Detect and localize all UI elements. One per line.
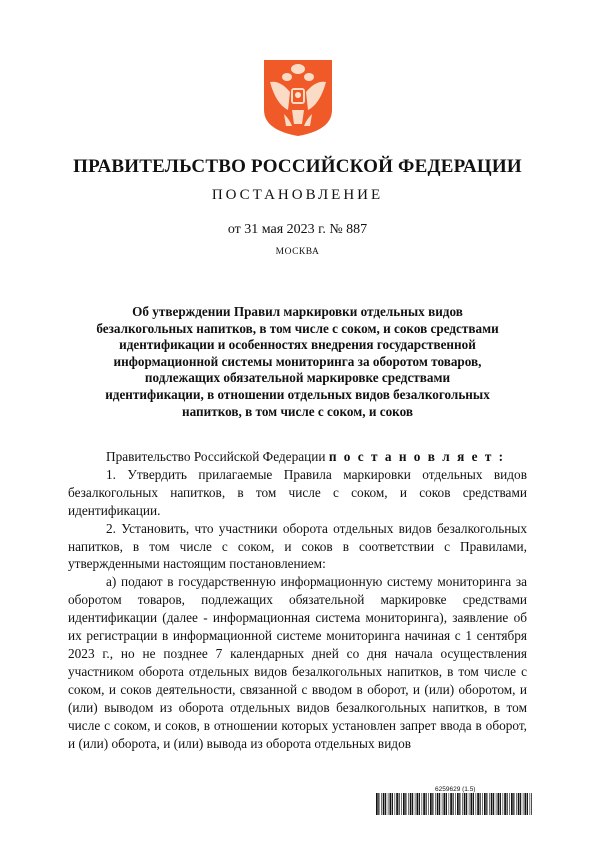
paragraph-2a: а) подают в государственную информационную систему мониторинга за оборотом товаров, подлежащих обязательной маркировке средствами идентификации (далее - информационная система мониторинга), заявление об их регистрации в информационной системе мониторинга начиная с 1 сентября 2023 г., но не позднее 7 календарных дней со дня начала осуществления участником оборота отдельных видов безалкогольных напитков, в том числе с соком, и соков деятельности, связанной с вводом в оборот, и (или) оборотом, и (или) выводом из оборота отдельных видов безалкогольных напитков, в том числе с соком, и соков, в отношении которых установлен запрет ввода в оборот, и (или) оборота, и (или) вывода из оборота отдельных видов [68,574,527,751]
intro-paragraph [68,448,527,466]
intro-lead: Правительство Российской Федерации [106,449,329,464]
barcode-icon [376,793,532,815]
city-name: МОСКВА [275,247,320,257]
government-title: ПРАВИТЕЛЬСТВО РОССИЙСКОЙ ФЕДЕРАЦИИ [73,156,522,177]
intro-decree-word: п о с т а н о в л я е т : [328,449,506,464]
document-title: Об утверждении Правил маркировки отдельных видов безалкогольных напитков, в том числе с соком, и соков средствами идентификации и особенностях внедрения государственной информационной системы мониторинга за оборотом товаров, подлежащих обязательной маркировке средствами идентификации, в отношении отдельных видов безалкогольных напитков, в том числе с соком, и соков [96,304,499,419]
decree-body [68,448,527,752]
barcode-number: 6259629 (1.5) [435,786,476,793]
paragraph-1: 1. Утвердить прилагаемые Правила маркировки отдельных видов безалкогольных напитков, в том числе с соком, и соков средствами идентификации. [68,466,527,518]
document-type: ПОСТАНОВЛЕНИЕ [211,187,384,203]
decree-date-number: от 31 мая 2023 г. № 887 [227,222,368,237]
paragraph-2: 2. Установить, что участники оборота отдельных видов безалкогольных напитков, в том числе с соком, и соков в соответствии с Правилами, утвержденными настоящим постановлением: [68,520,527,572]
russian-coat-of-arms-icon [262,58,334,138]
